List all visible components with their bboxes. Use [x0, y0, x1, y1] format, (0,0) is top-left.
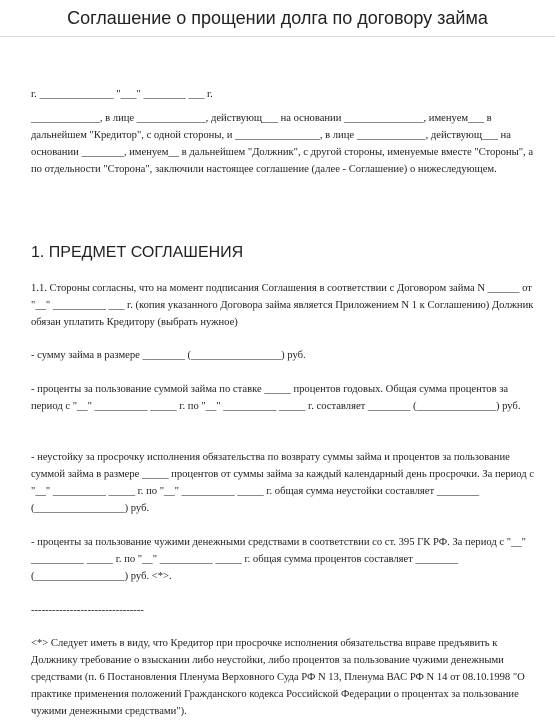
item-penalty: - неустойку за просрочку исполнения обязательства по возврату суммы займа и процентов за пользование суммой займа в размере _____ процентов от суммы займа за каждый календарный день просрочки. За период с "__" __________ _____ г. по "__" __________ _____ г. общая сумма неустойки составляет ________ (_________________) руб. [31, 452, 537, 514]
item-loan-amount: - сумму займа в размере ________ (_________________) руб. [31, 350, 306, 361]
footnote: <*> Следует иметь в виду, что Кредитор при просрочке исполнения обязательства вправе предъявить к Должнику требование о взыскании либо неустойки, либо процентов за пользование чужими денежными средствами (п. 6 Постановления Пленума Верховного Суда РФ N 13, Пленума ВАС РФ N 14 от 08.10.1998 "О практике применения положений Гражданского кодекса Российской Федерации о процентах за пользование чужими денежными средствами"). [31, 638, 528, 717]
item-interest: - проценты за пользование суммой займа по ставке _____ процентов годовых. Общая сумма процентов за период с "__" __________ _____ г. по "__" __________ _____ г. составляет ________ (_______________) руб. [31, 384, 521, 412]
preamble-paragraph: _____________, в лице _____________, действующ___ на основании _______________, именуем___ в дальнейшем "Кредитор", с одной стороны, и ________________, в лице _____________, действующ___ на основании ________, именуем__ в дальнейшем "Должник", с другой стороны, именуемые вместе "Стороны", а по отдельности "Сторона", заключили настоящее соглашение (далее - Соглашение) о нижеследующем. [31, 113, 536, 175]
footnote-separator: -------------------------------- [31, 605, 144, 616]
section-heading: 1. ПРЕДМЕТ СОГЛАШЕНИЯ [31, 244, 244, 261]
item-foreign-funds-interest: - проценты за пользование чужими денежными средствами в соответствии со ст. 395 ГК РФ. За период с "__" __________ _____ г. по "__" __________ _____ г. общая сумма процентов составляет ________ (_________________) руб. <*>. [31, 537, 529, 582]
clause-1-1: 1.1. Стороны согласны, что на момент подписания Соглашения в соответствии с Договором займа N ______ от "__" __________ ___ г. (копия указанного Договора займа является Приложением N 1 к Соглашению) Должник обязан уплатить Кредитору (выбрать нужное) [31, 283, 537, 328]
place-date-line: г. ______________ "___" ________ ___ г. [31, 89, 213, 100]
document-title: Соглашение о прощении долга по договору займа [0, 0, 555, 37]
